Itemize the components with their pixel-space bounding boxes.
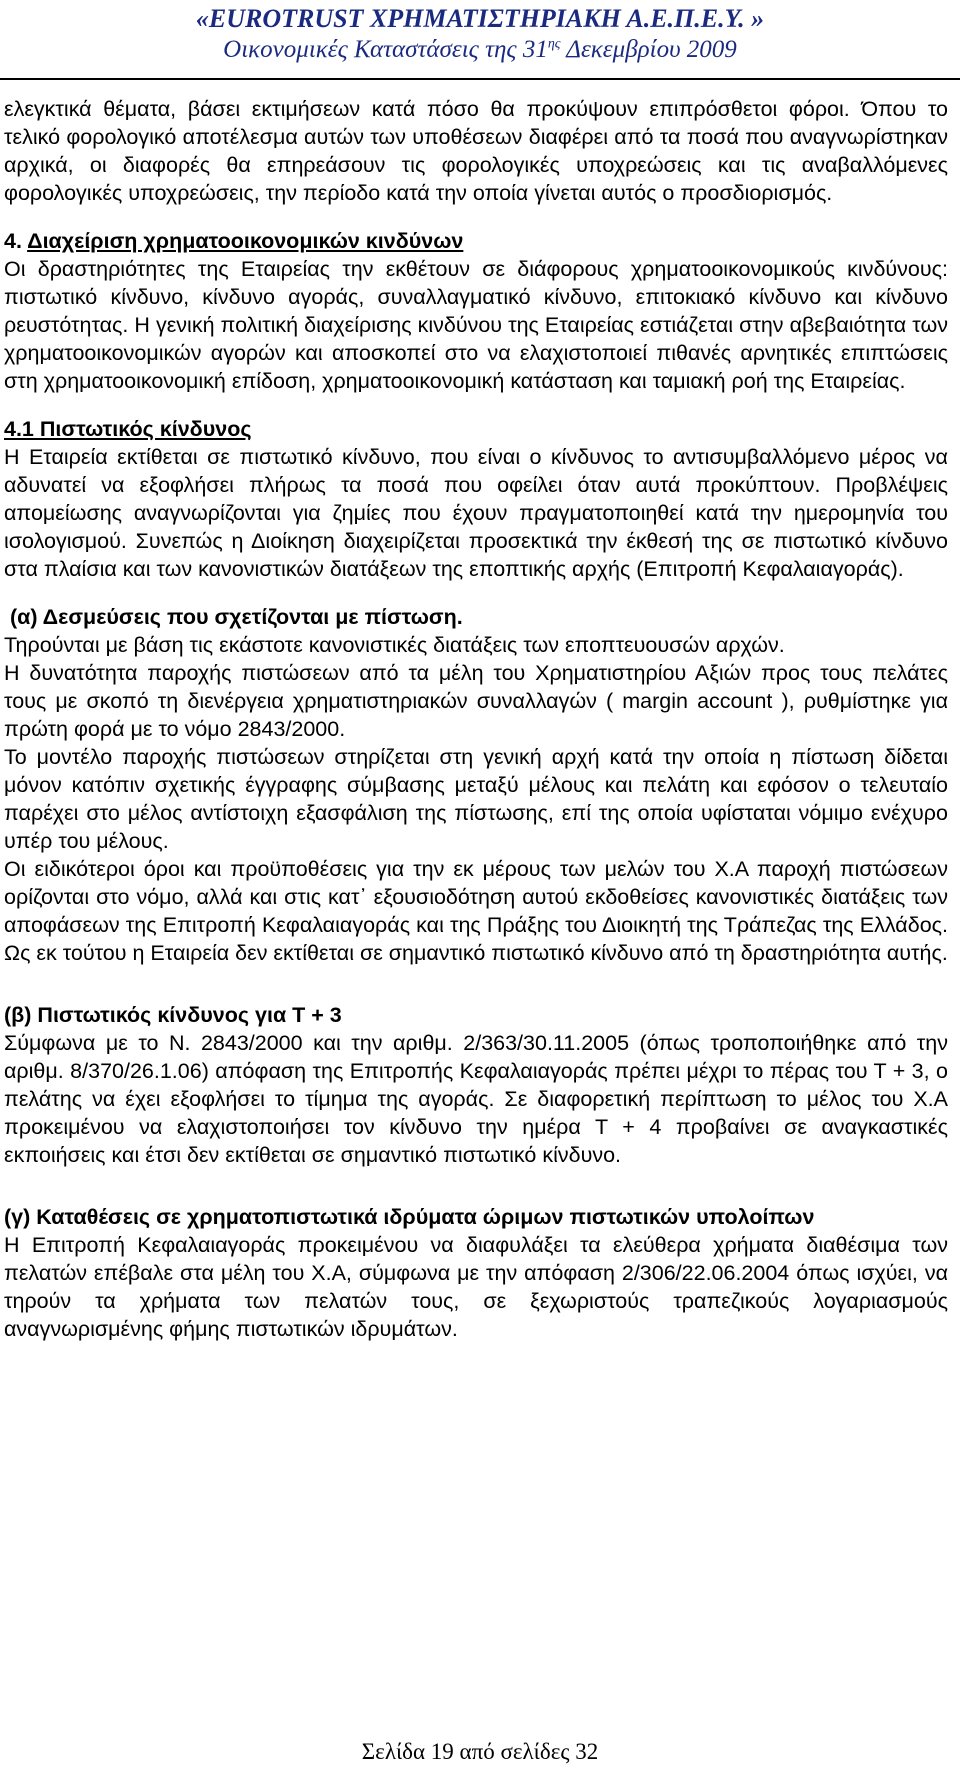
header-divider [0,78,960,80]
section-4-paragraph: Οι δραστηριότητες της Εταιρείας την εκθέτουν σε διάφορους χρηματοοικονομικούς κινδύνους: πιστωτικό κίνδυνο, κίνδυνο αγοράς, συναλλαγματικό κίνδυνο, επιτοκιακό κίνδυνο και κίνδυνο ρευστότητας. Η γενική πολιτική διαχείρισης κινδύνου της Εταιρείας εστιάζεται στην αβεβαιότητα των χρηματοοικονομικών αγορών και αποσκοπεί στο να ελαχιστοποιεί πιθανές αρνητικές επιπτώσεις στη χρηματοοικονομική επίδοση, χρηματοοικονομική κατάσταση και ταμιακή ροή της Εταιρείας. [4,257,948,393]
header-company-title: «EUROTRUST ΧΡΗΜΑΤΙΣΤΗΡΙΑΚΗ Α.Ε.Π.Ε.Υ. » [195,4,765,33]
header-statements-subtitle [0,34,960,66]
subsection-a-paragraph-2: Η δυνατότητα παροχής πιστώσεων από τα μέλη του Χρηματιστηρίου Αξιών προς τους πελάτες τους με σκοπό τη διενέργεια χρηματιστηριακών συναλλαγών ( margin account ), ρυθμίστηκε για πρώτη φορά με το νόμο 2843/2000. [4,661,948,741]
spacer [4,967,948,1001]
subsection-a-paragraph-4: Οι ειδικότεροι όροι και προϋποθέσεις για την εκ μέρους των μελών του Χ.Α παροχή πιστώσεων ορίζονται στο νόμο, αλλά και στις κατ᾽ εξουσιοδότηση αυτού εκδοθείσες κανονιστικές διατάξεις των αποφάσεων της Επιτροπή Κεφαλαιαγοράς και της Πράξης του Διοικητή της Τράπεζας της Ελλάδος. Ως εκ τούτου η Εταιρεία δεν εκτίθεται σε σημαντικό πιστωτικό κίνδυνο από τη δραστηριότητα αυτής. [4,857,948,965]
header-subtitle-text: Οικονομικές Καταστάσεις της 31 [223,36,548,63]
intro-paragraph: ελεγκτικά θέματα, βάσει εκτιμήσεων κατά πόσο θα προκύψουν επιπρόσθετοι φόροι. Όπου το τελικό φορολογικό αποτέλεσμα αυτών των υποθέσεων διαφέρει από τα ποσά που αναγνωρίστηκαν αρχικά, οι διαφορές θα επηρεάσουν τις φορολογικές υποχρεώσεις και τις αναβαλλόμενες φορολογικές υποχρεώσεις, την περίοδο κατά την οποία γίνεται αυτός ο προσδιορισμός. [4,97,948,205]
document-body [4,95,948,1343]
spacer [4,583,948,603]
spacer [4,1169,948,1203]
subsection-a-heading: (α) Δεσμεύσεις που σχετίζονται με πίστωση. [4,605,463,629]
section-4-1-paragraph: Η Εταιρεία εκτίθεται σε πιστωτικό κίνδυνο, που είναι ο κίνδυνος το αντισυμβαλλόμενο μέρος να αδυνατεί να εξοφλήσει πλήρως τα ποσά που οφείλει όταν αυτά προκύπτουν. Προβλέψεις απομείωσης αναγνωρίζονται για ζημίες που έχουν πραγματοποιηθεί κατά την ημερομηνία του ισολογισμού. Συνεπώς η Διοίκηση διαχειρίζεται προσεκτικά την έκθεσή της σε πιστωτικό κίνδυνο στα πλαίσια και των κανονιστικών διατάξεων της εποπτικής αρχής (Επιτροπή Κεφαλαιαγοράς). [4,445,948,581]
spacer [4,395,948,415]
section-4-number: 4. [4,229,28,253]
section-4-1-heading: 4.1 Πιστωτικός κίνδυνος [4,417,252,441]
header-subtitle-date: Δεκεμβρίου 2009 [560,36,737,63]
subsection-c-paragraph: Η Επιτροπή Κεφαλαιαγοράς προκειμένου να διαφυλάξει τα ελεύθερα χρήματα διαθέσιμα των πελατών επέβαλε στα μέλη του Χ.Α, σύμφωνα με την απόφαση 2/306/22.06.2004 όπως ισχύει, να τηρούν τα χρήματα των πελατών τους, σε ξεχωριστούς τραπεζικούς λογαριασμούς αναγνωρισμένης φήμης πιστωτικών ιδρυμάτων. [4,1233,948,1341]
section-4-title: Διαχείριση χρηματοοικονομικών κινδύνων [27,229,464,253]
subsection-b-heading: (β) Πιστωτικός κίνδυνος για Τ + 3 [4,1003,342,1027]
section-4-heading [4,227,948,255]
subsection-a-paragraph-3: Το μοντέλο παροχής πιστώσεων στηρίζεται στη γενική αρχή κατά την οποία η πίστωση δίδεται μόνον κατόπιν σχετικής έγγραφης σύμβασης μεταξύ μέλους και πελάτη και εφόσον ο τελευταίο παρέχει στο μέλος αντίστοιχη εξασφάλιση της πίστωσης, επί της οποία υφίσταται νόμιμο ενέχυρο υπέρ του μέλους. [4,745,948,853]
page-footer: Σελίδα 19 από σελίδες 32 [361,1739,599,1764]
subsection-c-heading: (γ) Καταθέσεις σε χρηματοπιστωτικά ιδρύματα ώριμων πιστωτικών υπολοίπων [4,1205,815,1229]
subsection-a-paragraph-1: Τηρούνται με βάση τις εκάστοτε κανονιστικές διατάξεις των εποπτευουσών αρχών. [4,633,785,657]
subsection-b-paragraph: Σύμφωνα με το Ν. 2843/2000 και την αριθμ. 2/363/30.11.2005 (όπως τροποποιήθηκε από την αριθμ. 8/370/26.1.06) απόφαση της Επιτροπής Κεφαλαιαγοράς πρέπει μέχρι το πέρας του Τ + 3, ο πελάτης να έχει εξοφλήσει το τίμημα της αγοράς. Σε διαφορετική περίπτωση το μέλος του Χ.Α προκειμένου να ελαχιστοποιήσει τον κίνδυνο την ημέρα Τ + 4 προβαίνει σε αναγκαστικές εκποιήσεις και έτσι δεν εκτίθεται σε σημαντικό πιστωτικό κίνδυνο. [4,1031,948,1167]
page-header [0,4,960,66]
spacer [4,207,948,227]
header-subtitle-superscript: ης [547,36,561,52]
